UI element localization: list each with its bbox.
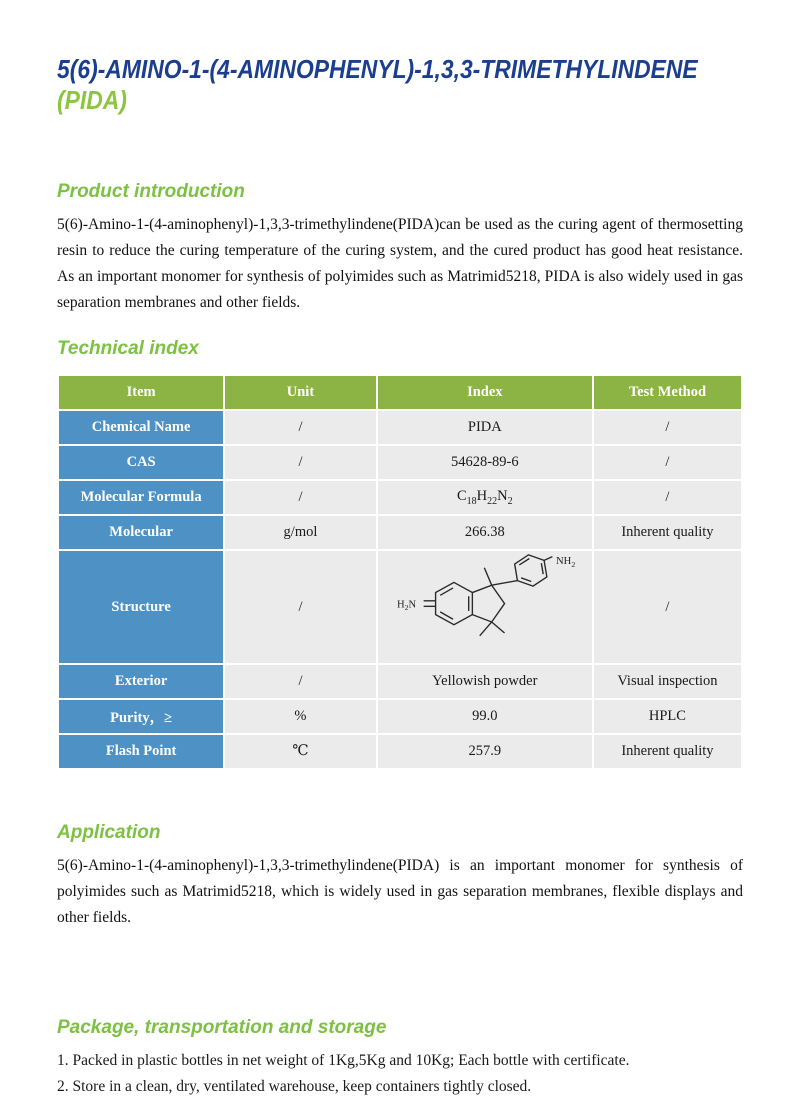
technical-index-table: [57, 374, 743, 770]
cell-item: Structure: [58, 550, 224, 664]
cell-index-structure: [377, 550, 593, 664]
cell-unit: /: [224, 550, 377, 664]
table-row-exterior: [58, 664, 742, 699]
cell-method: HPLC: [593, 699, 742, 734]
column-header-method: Test Method: [593, 375, 742, 410]
table-row-flash-point: [58, 734, 742, 769]
cell-unit: /: [224, 664, 377, 699]
package-list: [57, 1048, 743, 1100]
section-heading-introduction: Product introduction: [57, 181, 245, 202]
cell-method: Inherent quality: [593, 734, 742, 769]
formula-subscript: 2: [507, 495, 513, 507]
table-row-structure: [58, 550, 742, 664]
right-amine-label: $NH_2$: [555, 556, 575, 569]
page-title: [57, 54, 743, 85]
column-header-item: Item: [58, 375, 224, 410]
cell-unit: /: [224, 445, 377, 480]
cell-index: 257.9: [377, 734, 593, 769]
cell-unit: g/mol: [224, 515, 377, 550]
package-list-item: 1. Packed in plastic bottles in net weight of 1Kg,5Kg and 10Kg; Each bottle with certificate.: [57, 1052, 630, 1069]
section-heading-package: Package, transportation and storage: [57, 1017, 387, 1038]
cell-item: Flash Point: [58, 734, 224, 769]
cell-method: Inherent quality: [593, 515, 742, 550]
section-heading-technical-index: Technical index: [57, 338, 199, 359]
table-header-row: [58, 375, 742, 410]
page-subtitle-text: (PIDA): [57, 85, 127, 115]
cell-item: Molecular: [58, 515, 224, 550]
section-heading-application: Application: [57, 822, 161, 843]
cell-index: 54628-89-6: [377, 445, 593, 480]
cell-item: CAS: [58, 445, 224, 480]
table-row-molecular-weight: [58, 515, 742, 550]
cell-item: Purity，≥: [58, 699, 224, 734]
cell-index: 266.38: [377, 515, 593, 550]
cell-index: Yellowish powder: [377, 664, 593, 699]
formula-element: C: [456, 488, 467, 505]
cell-unit: /: [224, 410, 377, 445]
cell-method: /: [593, 445, 742, 480]
chemical-structure-drawing: [382, 553, 594, 656]
column-header-index: Index: [377, 375, 593, 410]
cell-unit: /: [224, 480, 377, 515]
cell-method: /: [593, 480, 742, 515]
cell-index: PIDA: [377, 410, 593, 445]
formula-subscript: 18: [466, 495, 477, 507]
cell-method: /: [593, 410, 742, 445]
cell-item: Chemical Name: [58, 410, 224, 445]
cell-item: Molecular Formula: [58, 480, 224, 515]
table-row-purity: [58, 699, 742, 734]
formula-element: N: [497, 488, 508, 505]
cell-method: /: [593, 550, 742, 664]
application-paragraph: 5(6)-Amino-1-(4-aminophenyl)-1,3,3-trimethylindene(PIDA) is an important monomer for synthesis of polyimides such as Matrimid5218, which is widely used in gas separation membranes, flexible displays and other fields.: [57, 857, 743, 926]
formula-subscript: 22: [487, 495, 498, 507]
cell-unit: ℃: [224, 734, 377, 769]
column-header-unit: Unit: [224, 375, 377, 410]
introduction-paragraph: 5(6)-Amino-1-(4-aminophenyl)-1,3,3-trimethylindene(PIDA)can be used as the curing agent of thermosetting resin to reduce the curing temperature of the curing system, and the cured product has good heat resistance. As an important monomer for synthesis of polyimides such as Matrimid5218, PIDA is also widely used in gas separation membranes and other fields.: [57, 216, 743, 311]
formula-element: H: [476, 488, 488, 505]
table-row-cas: [58, 445, 742, 480]
cell-method: Visual inspection: [593, 664, 742, 699]
cell-index: 99.0: [377, 699, 593, 734]
page-subtitle: [57, 85, 743, 115]
cell-unit: %: [224, 699, 377, 734]
left-amine-label: $H_2N$: [396, 599, 416, 613]
page-title-text: 5(6)-AMINO-1-(4-AMINOPHENYL)-1,3,3-TRIMETHYLINDENE: [57, 54, 698, 84]
table-row-molecular-formula: [58, 480, 742, 515]
cell-item: Exterior: [58, 664, 224, 699]
package-list-item: 2. Store in a clean, dry, ventilated warehouse, keep containers tightly closed.: [57, 1078, 532, 1095]
cell-index-formula: [377, 480, 593, 515]
table-row-chemical-name: [58, 410, 742, 445]
